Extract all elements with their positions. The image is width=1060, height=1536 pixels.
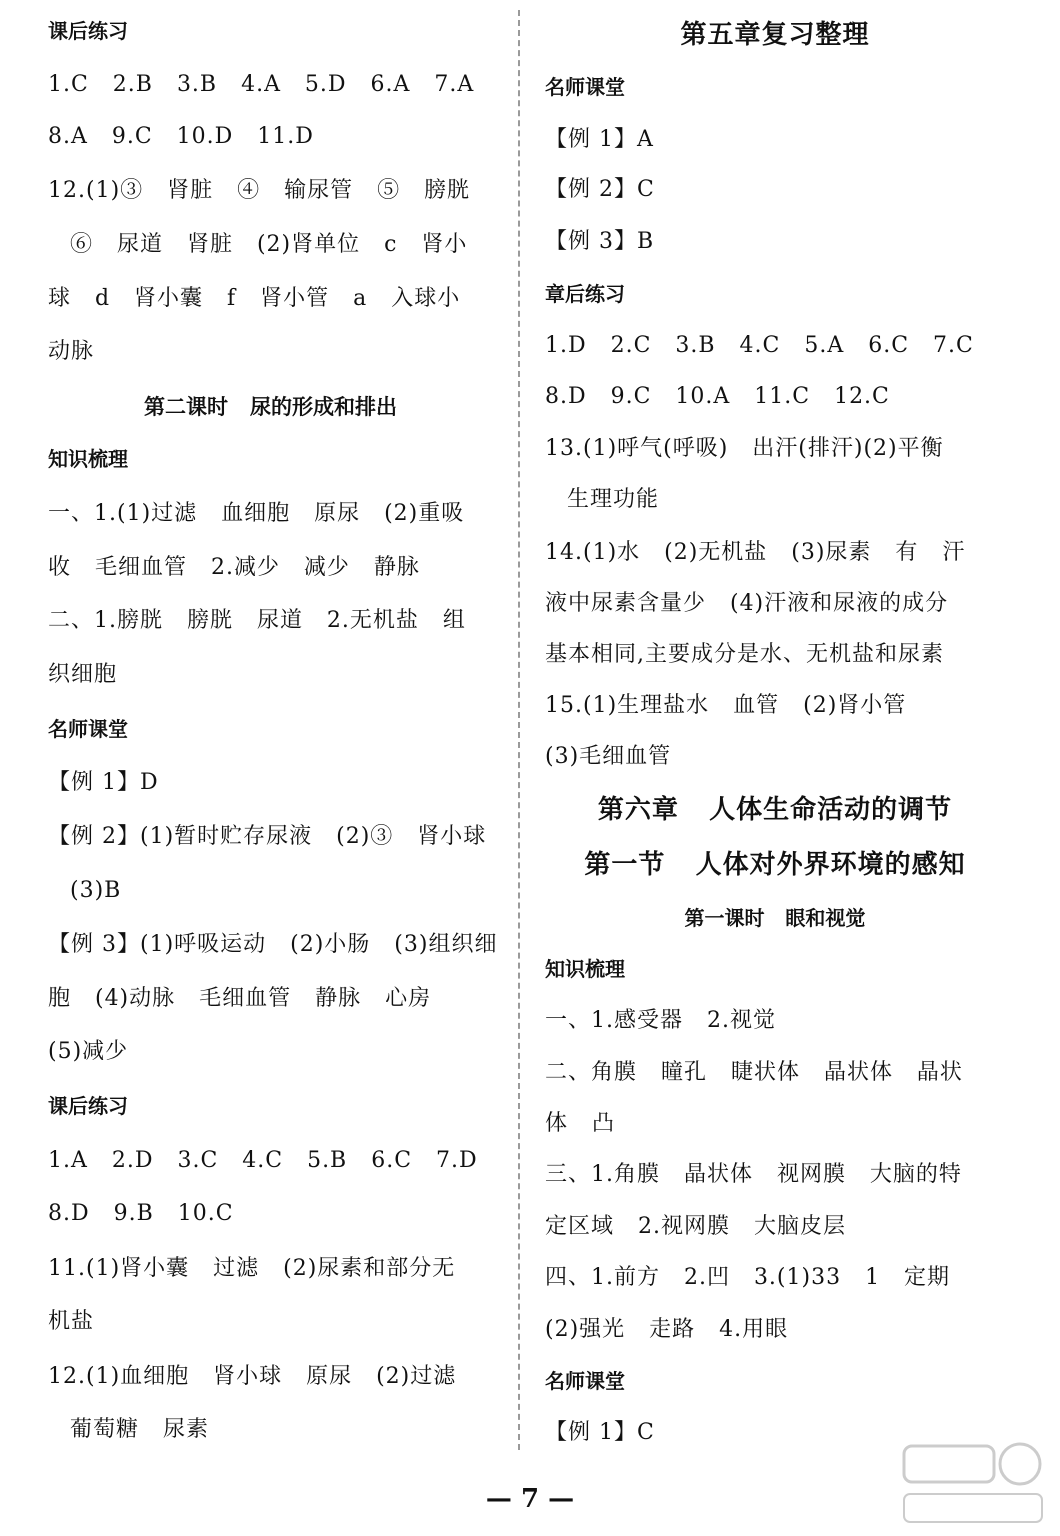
answer-line: 【例 3】(1)呼吸运动 (2)小肠 (3)组织细 [48,932,498,957]
page-number: — 7 — [485,1484,575,1514]
answer-line: 【例 3】B [545,229,655,254]
answer-line: 12.(1)血细胞 肾小球 原尿 (2)过滤 [48,1364,457,1389]
answer-line: 球 d 肾小囊 f 肾小管 a 入球小 [48,286,461,311]
answer-line: 15.(1)生理盐水 血管 (2)肾小管 [545,693,907,718]
answer-line: 收 毛细血管 2.减少 减少 静脉 [48,555,420,580]
section-heading: 名师课堂 [545,75,625,99]
answer-line: 定区域 2.视网膜 大脑皮层 [545,1214,846,1239]
answer-line: 四、1.前方 2.凹 3.(1)33 1 定期 [545,1265,951,1290]
answer-line: 胞 (4)动脉 毛细血管 静脉 心房 [48,986,432,1011]
answer-line: 1.C 2.B 3.B 4.A 5.D 6.A 7.A [48,72,475,97]
answer-line: ⑥ 尿道 肾脏 (2)肾单位 c 肾小 [70,232,468,257]
answer-line: 【例 1】A [545,127,654,152]
answer-line: 8.D 9.C 10.A 11.C 12.C [545,384,890,409]
answer-line: 14.(1)水 (2)无机盐 (3)尿素 有 汗 [545,540,966,565]
answer-line: 1.D 2.C 3.B 4.C 5.A 6.C 7.C [545,333,974,358]
section-heading: 名师课堂 [545,1369,625,1393]
answer-line: (5)减少 [48,1039,129,1064]
answer-line: (2)强光 走路 4.用眼 [545,1317,789,1342]
answer-line: 13.(1)呼气(呼吸) 出汗(排汗)(2)平衡 [545,436,944,461]
answer-line: 二、角膜 瞳孔 睫状体 晶状体 晶状 [545,1060,963,1085]
answer-line: 机盐 [48,1309,95,1334]
answer-line: 二、1.膀胱 膀胱 尿道 2.无机盐 组 [48,608,466,633]
section-heading: 名师课堂 [48,717,128,741]
answer-line: 动脉 [48,339,95,364]
chapter-review-title: 第五章复习整理 [680,20,870,50]
answer-line: 葡萄糖 尿素 [70,1417,209,1442]
section-heading: 知识梳理 [545,957,625,981]
answer-line: 【例 2】C [545,177,655,202]
column-divider [518,10,520,1450]
section-title: 第一节 人体对外界环境的感知 [584,850,966,880]
answer-line: 1.A 2.D 3.C 4.C 5.B 6.C 7.D [48,1148,478,1173]
answer-line: 8.A 9.C 10.D 11.D [48,124,314,149]
answer-line: 一、1.(1)过滤 血细胞 原尿 (2)重吸 [48,501,465,526]
answer-line: 8.D 9.B 10.C [48,1201,234,1226]
answer-line: 体 凸 [545,1111,615,1136]
section-heading: 知识梳理 [48,447,128,471]
answer-line: 生理功能 [567,487,660,512]
answer-line: 一、1.感受器 2.视觉 [545,1008,776,1033]
section-heading: 课后练习 [48,1094,128,1118]
lesson-title: 第二课时 尿的形成和排出 [144,395,397,419]
answer-line: 【例 2】(1)暂时贮存尿液 (2)③ 肾小球 [48,824,487,849]
section-heading: 章后练习 [545,282,625,306]
answer-line: 【例 1】D [48,770,159,795]
lesson-title: 第一课时 眼和视觉 [684,906,866,930]
answer-line: (3)B [70,878,122,903]
answer-line: (3)毛细血管 [545,744,672,769]
answer-line: 织细胞 [48,662,118,687]
answer-line: 三、1.角膜 晶状体 视网膜 大脑的特 [545,1162,962,1187]
answer-line: 液中尿素含量少 (4)汗液和尿液的成分 [545,591,949,616]
section-heading: 课后练习 [48,19,128,43]
answer-line: 【例 1】C [545,1420,655,1445]
answer-line: 11.(1)肾小囊 过滤 (2)尿素和部分无 [48,1256,456,1281]
chapter-title: 第六章 人体生命活动的调节 [597,795,953,825]
answer-line: 12.(1)③ 肾脏 ④ 输尿管 ⑤ 膀胱 [48,178,471,203]
watermark-logo [898,1438,1048,1528]
answer-line: 基本相同,主要成分是水、无机盐和尿素 [545,642,944,667]
